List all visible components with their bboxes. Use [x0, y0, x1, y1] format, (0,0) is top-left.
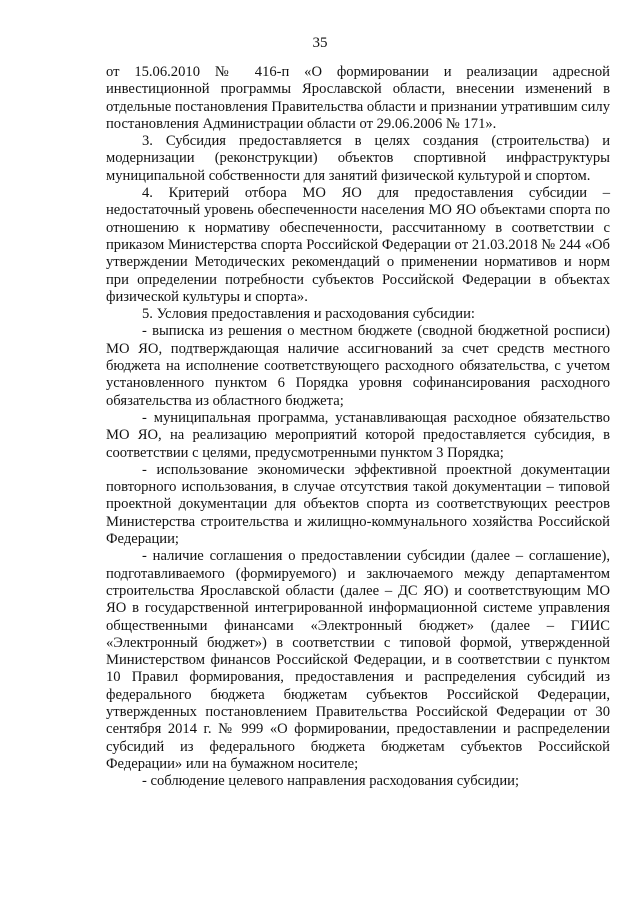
list-item-agreement: - наличие соглашения о предоставлении субсидии (далее – соглашение), подготавливаемого (формируемого) и заключаемого между департаментом строительства Ярославской области (далее – ДС ЯО) и соответствующим МО ЯО в государственной интегрированной информационной системе управления общественными финансами «Электронный бюджет» (далее – ГИИС «Электронный бюджет») в соответствии с типовой формой, утвержденной Министерством финансов Российской Федерации, и в соответствии с пунктом 10 Правил формирования, предоставления и распределения субсидий из федерального бюджета бюджетам субъектов Российской Федерации, утвержденных постановлением Правительства Российской Федерации от 30 сентября 2014 г. № 999 «О формировании, предоставлении и распределении субсидий из федерального бюджета бюджетам субъектов Российской Федерации» или на бумажном носителе; [106, 548, 610, 772]
list-item-budget-extract: - выписка из решения о местном бюджете (сводной бюджетной росписи) МО ЯО, подтверждающая наличие ассигнований за счет средств местного бюджета на исполнение соответствующего расходного обязательства, с учетом установленного пунктом 6 Порядка уровня софинансирования расходного обязательства из областного бюджета; [106, 323, 610, 409]
list-item-municipal-program: - муниципальная программа, устанавливающая расходное обязательство МО ЯО, на реализацию мероприятий которой предоставляется субсидия, в соответствии с целями, предусмотренными пунктом 3 Порядка; [106, 409, 610, 461]
document-body [106, 64, 610, 790]
paragraph-item-3: 3. Субсидия предоставляется в целях создания (строительства) и модернизации (реконструкции) объектов спортивной инфраструктуры муниципальной собственности для занятий физической культурой и спортом. [106, 133, 610, 184]
list-item-target-use: - соблюдение целевого направления расходования субсидии; [142, 773, 520, 790]
paragraph-item-4: 4. Критерий отбора МО ЯО для предоставления субсидии – недостаточный уровень обеспеченности населения МО ЯО объектами спорта по отношению к нормативу обеспеченности, рассчитанному в соответствии с приказом Министерства спорта Российской Федерации от 21.03.2018 № 244 «Об утверждении Методических рекомендаций о применении нормативов и норм при определении потребности субъектов Российской Федерации в объектах физической культуры и спорта». [106, 185, 610, 305]
paragraph-continuation: от 15.06.2010 № 416-п «О формировании и реализации адресной инвестиционной программы Ярославской области, внесении изменений в отдельные постановления Правительства области и признании утратившим силу постановления Администрации области от 29.06.2006 № 171». [106, 64, 610, 132]
list-item-project-documentation: - использование экономически эффективной проектной документации повторного использования, в случае отсутствия такой документации – типовой проектной документации для объектов спорта из соответствующих реестров Министерства строительства и жилищно-коммунального хозяйства Российской Федерации; [106, 461, 610, 548]
page-number: 35 [312, 35, 328, 51]
paragraph-item-5: 5. Условия предоставления и расходования субсидии: [142, 306, 475, 323]
